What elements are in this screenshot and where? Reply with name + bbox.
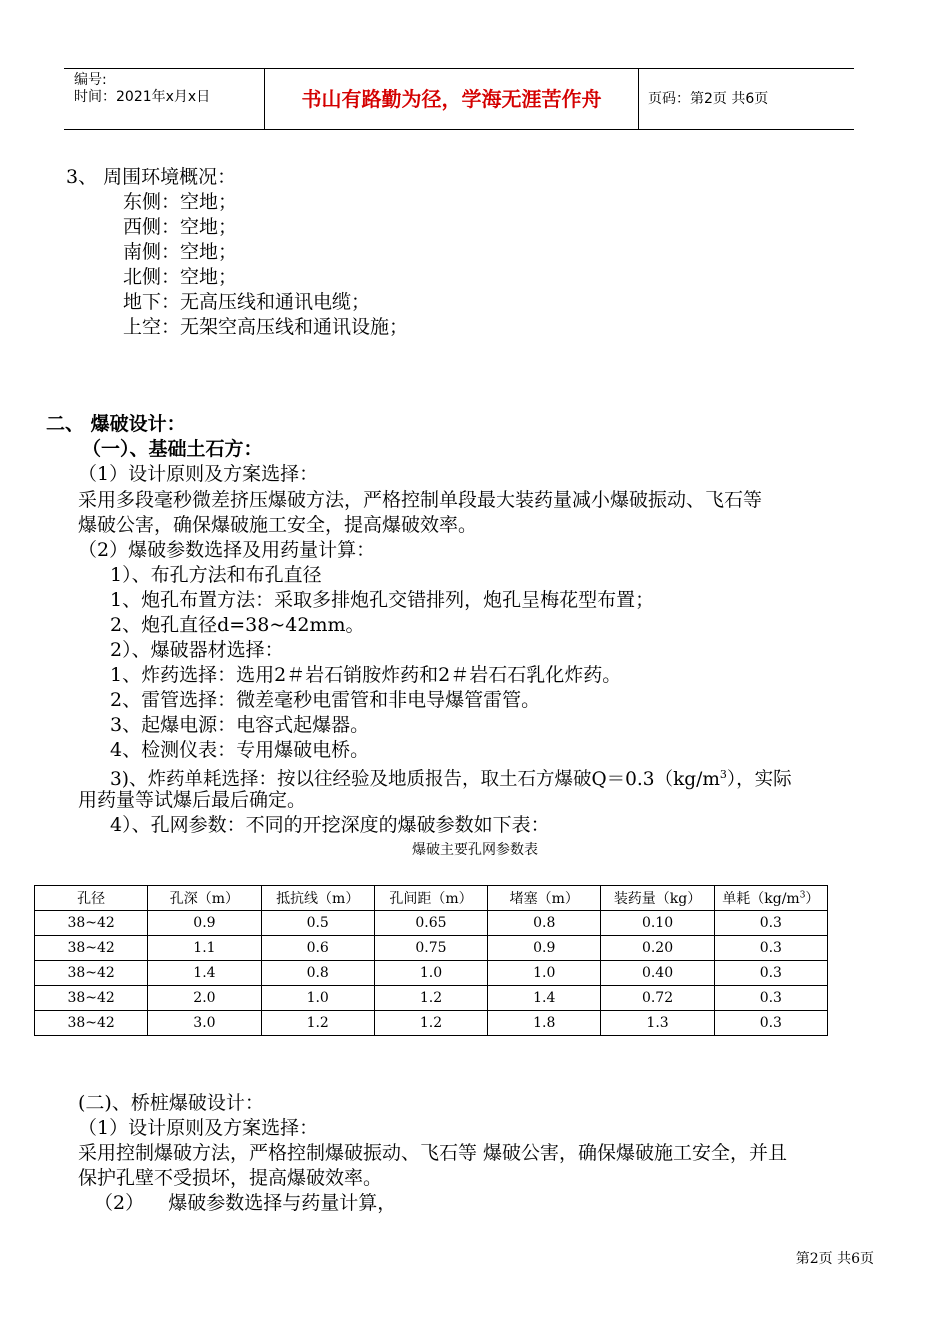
- column-header: 抵抗线（m）: [261, 886, 374, 911]
- column-header: 孔深（m）: [148, 886, 261, 911]
- environment-item: 西侧：空地；: [123, 216, 238, 238]
- table-row: [35, 986, 828, 1011]
- table-cell: 0.3: [714, 936, 827, 961]
- table-row: [35, 1011, 828, 1036]
- table-cell: 1.0: [374, 961, 487, 986]
- paragraph: 采用控制爆破方法，严格控制爆破振动、飞石等 爆破公害，确保爆破施工安全，并且: [78, 1142, 788, 1164]
- table-cell: 38~42: [35, 961, 148, 986]
- paragraph: 2）、爆破器材选择：: [110, 639, 284, 661]
- table-cell: 1.2: [374, 986, 487, 1011]
- environment-item: 东侧：空地；: [123, 191, 238, 213]
- paragraph: 采用多段毫秒微差挤压爆破方法，严格控制单段最大装药量减小爆破振动、飞石等: [78, 489, 763, 511]
- table-cell: 2.0: [148, 986, 261, 1011]
- column-header: 孔间距（m）: [374, 886, 487, 911]
- paragraph: 爆破公害，确保爆破施工安全，提高爆破效率。: [78, 514, 478, 536]
- paragraph: （2） 爆破参数选择与药量计算，: [94, 1192, 397, 1214]
- paragraph: [110, 764, 792, 791]
- table-cell: 0.3: [714, 961, 827, 986]
- document-number-label: 编号:: [74, 72, 107, 88]
- subsection1-title: （一）、基础土石方：: [82, 438, 263, 460]
- paragraph: 用药量等试爆后最后确定。: [78, 789, 307, 811]
- paragraph: 1、炮孔布置方法：采取多排炮孔交错排列，炮孔呈梅花型布置；: [110, 589, 655, 611]
- table-cell: 0.9: [148, 911, 261, 936]
- table-cell: 0.40: [601, 961, 714, 986]
- column-header: [714, 886, 827, 911]
- superscript: 3: [799, 890, 806, 901]
- column-header-text: ）: [805, 891, 820, 907]
- table-cell: 0.72: [601, 986, 714, 1011]
- table-cell: 1.0: [488, 961, 601, 986]
- environment-item: 地下：无高压线和通讯电缆；: [123, 291, 371, 313]
- table-caption: 爆破主要孔网参数表: [412, 842, 538, 858]
- table-cell: 0.3: [714, 911, 827, 936]
- table-cell: 0.9: [488, 936, 601, 961]
- table-cell: 1.8: [488, 1011, 601, 1036]
- table-cell: 0.75: [374, 936, 487, 961]
- paragraph: （2）爆破参数选择及用药量计算：: [78, 539, 376, 561]
- paragraph: 4）、孔网参数：不同的开挖深度的爆破参数如下表：: [110, 814, 550, 836]
- table-row: [35, 911, 828, 936]
- table-cell: 38~42: [35, 986, 148, 1011]
- table-cell: 1.2: [374, 1011, 487, 1036]
- paragraph: 保护孔壁不受损坏，提高爆破效率。: [78, 1167, 383, 1189]
- paragraph: 2、雷管选择：微差毫秒电雷管和非电导爆管雷管。: [110, 689, 541, 711]
- blast-parameters-table: [34, 885, 828, 1036]
- table-cell: 0.6: [261, 936, 374, 961]
- paragraph: 2、炮孔直径d=38~42mm。: [110, 614, 365, 636]
- paragraph: （1）设计原则及方案选择：: [78, 463, 319, 485]
- table-cell: 1.0: [261, 986, 374, 1011]
- paragraph: 1）、布孔方法和布孔直径: [110, 564, 322, 586]
- paragraph: 3、起爆电源：电容式起爆器。: [110, 714, 370, 736]
- page-header: [64, 68, 854, 130]
- table-header-row: [35, 886, 828, 911]
- table-cell: 0.10: [601, 911, 714, 936]
- table-row: [35, 936, 828, 961]
- table-cell: 3.0: [148, 1011, 261, 1036]
- table-cell: 38~42: [35, 936, 148, 961]
- table-cell: 0.5: [261, 911, 374, 936]
- paragraph-text: 3)、炸药单耗选择：按以往经验及地质报告，取土石方爆破Q＝0.3（kg/m: [110, 769, 720, 791]
- header-meta: [64, 69, 265, 129]
- table-cell: 1.4: [488, 986, 601, 1011]
- table-cell: 0.20: [601, 936, 714, 961]
- footer-page-number: 第2页 共6页: [795, 1251, 874, 1267]
- table-cell: 38~42: [35, 1011, 148, 1036]
- table-cell: 1.2: [261, 1011, 374, 1036]
- column-header: 堵塞（m）: [488, 886, 601, 911]
- header-motto: 书山有路勤为径，学海无涯苦作舟: [265, 69, 639, 129]
- table-cell: 38~42: [35, 911, 148, 936]
- column-header: 孔径: [35, 886, 148, 911]
- paragraph: 4、检测仪表：专用爆破电桥。: [110, 739, 370, 761]
- section-bridge-title: (二)、桥桩爆破设计：: [78, 1092, 264, 1114]
- table-cell: 0.3: [714, 986, 827, 1011]
- table-cell: 1.1: [148, 936, 261, 961]
- section-design-title: 二、 爆破设计：: [46, 413, 186, 435]
- paragraph: （1）设计原则及方案选择：: [78, 1117, 319, 1139]
- table-cell: 0.8: [261, 961, 374, 986]
- table-cell: 1.3: [601, 1011, 714, 1036]
- superscript: 3: [719, 768, 727, 781]
- document-date: 时间：2021年x月x日: [74, 89, 211, 105]
- section3-title: 3、 周围环境概况：: [66, 166, 237, 188]
- table-cell: 0.8: [488, 911, 601, 936]
- paragraph-text: ），实际: [726, 769, 792, 791]
- table-cell: 1.4: [148, 961, 261, 986]
- environment-item: 北侧：空地；: [123, 266, 238, 288]
- table-cell: 0.65: [374, 911, 487, 936]
- column-header-text: 单耗（kg/m: [722, 891, 800, 907]
- table-row: [35, 961, 828, 986]
- paragraph: 1、炸药选择：选用2＃岩石销胺炸药和2＃岩石石乳化炸药。: [110, 664, 622, 686]
- column-header: 装药量（kg）: [601, 886, 714, 911]
- environment-item: 南侧：空地；: [123, 241, 238, 263]
- table-cell: 0.3: [714, 1011, 827, 1036]
- environment-item: 上空：无架空高压线和通讯设施；: [123, 316, 409, 338]
- header-page-number: 页码：第2页 共6页: [648, 91, 769, 107]
